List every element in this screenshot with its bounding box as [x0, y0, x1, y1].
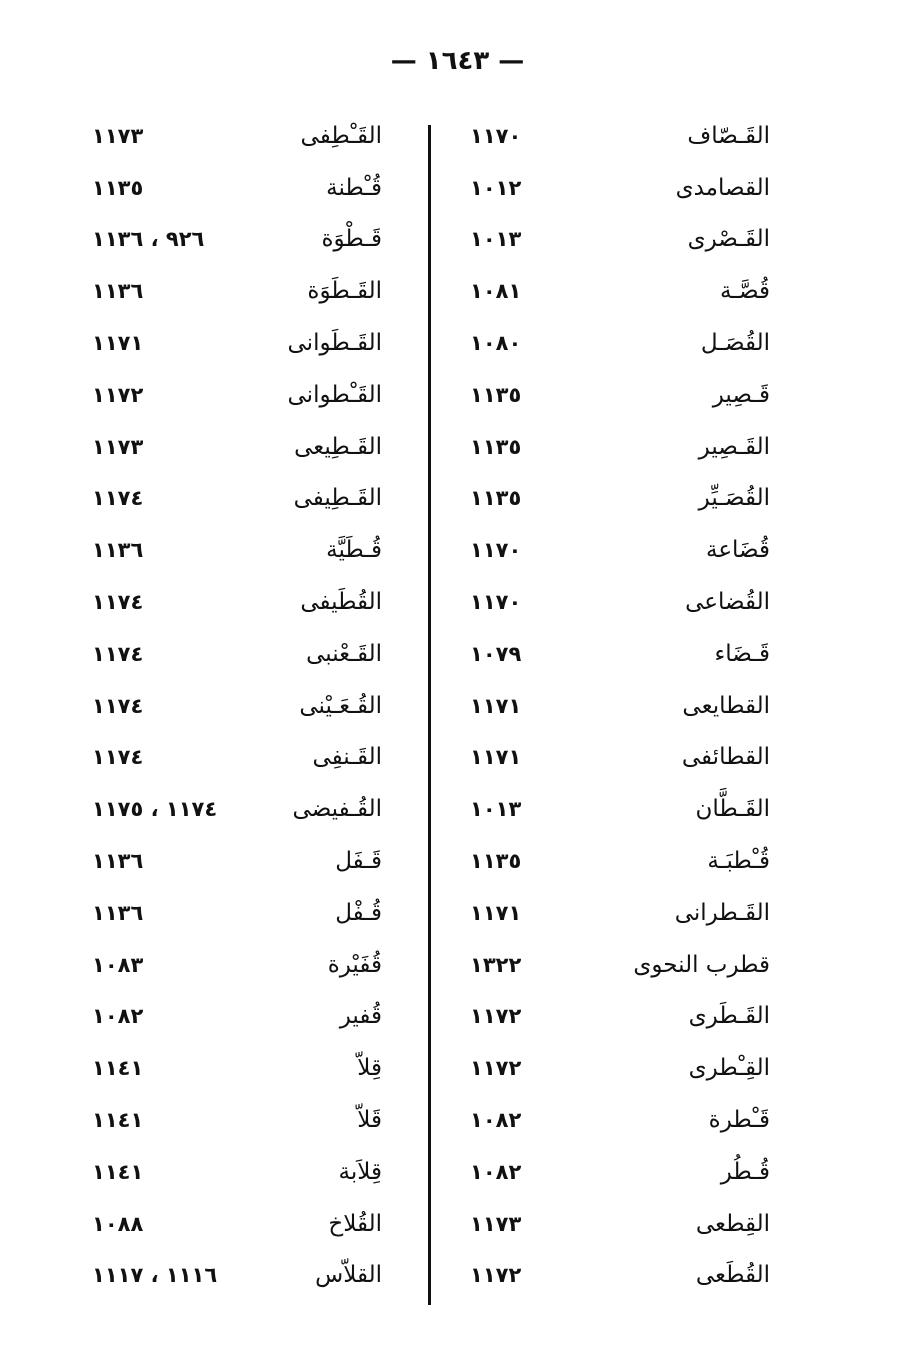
- entry-name: قَـْطرة: [708, 1107, 770, 1134]
- entry-page-ref: ١١٣٥: [470, 849, 522, 874]
- entry-name: القَـصْرى: [687, 226, 770, 253]
- index-entry: [470, 680, 770, 732]
- entry-name: القَـْطوانى: [287, 381, 382, 408]
- entry-page-ref: ١١٤١: [92, 1056, 144, 1081]
- entry-name: القُصَـل: [700, 330, 770, 357]
- index-entry: [470, 265, 770, 317]
- entry-page-ref: ١١٧٣: [92, 123, 144, 148]
- index-entry: [92, 783, 382, 835]
- entry-name: قُـْطنة: [326, 174, 382, 201]
- entry-page-ref: ١١٧٢: [470, 1263, 522, 1288]
- entry-page-ref: ١١٣٥: [470, 486, 522, 511]
- entry-name: قُضَاعة: [705, 537, 770, 564]
- entry-name: القطايعى: [682, 692, 770, 719]
- entry-page-ref: ٩٢٦ ، ١١٣٦: [92, 227, 205, 252]
- index-entry: [92, 1198, 382, 1250]
- entry-name: القِطعى: [695, 1210, 770, 1237]
- entry-name: قَـفَل: [335, 848, 382, 875]
- index-entry: [92, 110, 382, 162]
- entry-name: قطرب النحوى: [633, 951, 770, 978]
- index-entry: [92, 524, 382, 576]
- entry-name: قُـطُر: [720, 1158, 770, 1185]
- entry-page-ref: ١٠١٣: [470, 797, 522, 822]
- entry-page-ref: ١١٣٥: [470, 434, 522, 459]
- index-entry: [470, 732, 770, 784]
- index-entry: [92, 887, 382, 939]
- entry-name: القَـطِيفى: [293, 485, 382, 512]
- entry-name: القِـْطرى: [688, 1055, 770, 1082]
- entry-name: القُصَـيِّر: [698, 485, 770, 512]
- entry-page-ref: ١١٣٥: [470, 382, 522, 407]
- index-entry: [92, 732, 382, 784]
- entry-name: القَـنفِى: [312, 744, 382, 771]
- entry-name: القَـطَوانى: [287, 330, 382, 357]
- entry-name: القَـطَرى: [688, 1003, 770, 1030]
- index-entry: [470, 1250, 770, 1302]
- index-entry: [470, 1094, 770, 1146]
- entry-name: القصامدى: [675, 174, 770, 201]
- entry-page-ref: ١١٧٤: [92, 745, 144, 770]
- entry-page-ref: ١٣٢٢: [470, 952, 522, 977]
- index-entry: [470, 214, 770, 266]
- entry-name: قَـصِير: [712, 381, 770, 408]
- entry-page-ref: ١١٧٤: [92, 693, 144, 718]
- index-entry: [92, 1094, 382, 1146]
- index-entry: [470, 110, 770, 162]
- entry-name: القُضاعى: [685, 589, 770, 616]
- index-entry: [470, 1146, 770, 1198]
- page-number: — ١٦٤٣ —: [390, 46, 525, 76]
- index-entry: [470, 939, 770, 991]
- entry-page-ref: ١١٣٦: [92, 279, 144, 304]
- entry-page-ref: ١٠١٢: [470, 175, 522, 200]
- entry-name: قُـطَيَّة: [326, 537, 382, 564]
- entry-page-ref: ١١٧١: [470, 900, 522, 925]
- entry-name: القَـعْنبى: [306, 640, 382, 667]
- entry-page-ref: ١١٣٦: [92, 849, 144, 874]
- index-entry: [92, 473, 382, 525]
- index-entry: [92, 1042, 382, 1094]
- entry-name: القُطَعى: [695, 1262, 770, 1289]
- index-entry: [470, 317, 770, 369]
- index-entry: [92, 214, 382, 266]
- index-entry: [470, 1042, 770, 1094]
- entry-page-ref: ١٠٨٣: [92, 952, 144, 977]
- entry-name: القُـعَـيْنى: [299, 692, 382, 719]
- index-entry: [92, 576, 382, 628]
- index-entry: [92, 1250, 382, 1302]
- entry-name: القُطَيفى: [300, 589, 382, 616]
- entry-name: قُفير: [339, 1003, 382, 1030]
- entry-name: قُـفْل: [335, 899, 382, 926]
- entry-page-ref: ١١٧١: [92, 331, 144, 356]
- left-column: [92, 110, 382, 1301]
- index-entry: [470, 524, 770, 576]
- entry-page-ref: ١١٧١: [470, 745, 522, 770]
- entry-name: قُصَّـة: [719, 278, 770, 305]
- entry-page-ref: ١٠٨٢: [92, 1004, 144, 1029]
- entry-page-ref: ١١٣٦: [92, 900, 144, 925]
- entry-name: القطائفى: [681, 744, 770, 771]
- entry-page-ref: ١١٤١: [92, 1108, 144, 1133]
- entry-page-ref: ١٠٨٢: [470, 1108, 522, 1133]
- entry-name: القَـْطِفى: [300, 122, 382, 149]
- entry-page-ref: ١١٧٠: [470, 538, 522, 563]
- index-entry: [92, 369, 382, 421]
- column-divider: [428, 125, 431, 1305]
- entry-page-ref: ١١٤١: [92, 1159, 144, 1184]
- entry-name: قِلاّ: [357, 1055, 382, 1082]
- index-entry: [470, 421, 770, 473]
- entry-name: القُلاخ: [328, 1210, 382, 1237]
- index-entry: [92, 1146, 382, 1198]
- index-entry: [92, 421, 382, 473]
- index-entry: [470, 835, 770, 887]
- index-entry: [92, 317, 382, 369]
- index-entry: [92, 939, 382, 991]
- entry-page-ref: ١٠٨٢: [470, 1159, 522, 1184]
- entry-name: القُـفيضى: [292, 796, 382, 823]
- entry-page-ref: ١٠٨١: [470, 279, 522, 304]
- entry-name: القَـصِير: [698, 433, 770, 460]
- entry-name: قِلاَبة: [338, 1158, 382, 1185]
- entry-page-ref: ١١٣٥: [92, 175, 144, 200]
- entry-name: القَـطرانى: [674, 899, 770, 926]
- index-entry: [470, 369, 770, 421]
- right-column: [470, 110, 770, 1301]
- index-entry: [470, 887, 770, 939]
- index-entry: [92, 628, 382, 680]
- entry-page-ref: ١١٧٤: [92, 641, 144, 666]
- index-entry: [470, 991, 770, 1043]
- entry-page-ref: ١٠٧٩: [470, 641, 522, 666]
- index-entry: [92, 680, 382, 732]
- index-entry: [92, 991, 382, 1043]
- entry-name: القَـطَّان: [695, 796, 770, 823]
- entry-name: قُـْطبَـة: [707, 848, 770, 875]
- entry-name: القَـصّاف: [687, 122, 770, 149]
- index-entry: [92, 835, 382, 887]
- index-entry: [470, 576, 770, 628]
- entry-name: قَـطْوَة: [321, 226, 382, 253]
- entry-name: قَـضَاء: [714, 640, 770, 667]
- index-entry: [470, 162, 770, 214]
- index-entry: [470, 783, 770, 835]
- index-entry: [470, 1198, 770, 1250]
- index-entry: [92, 162, 382, 214]
- entry-page-ref: ١١٧٢: [470, 1004, 522, 1029]
- entry-name: القَـطِيعى: [294, 433, 382, 460]
- entry-page-ref: ١١٧٢: [92, 382, 144, 407]
- entry-name: قَلاّ: [357, 1107, 382, 1134]
- entry-page-ref: ١١٧١: [470, 693, 522, 718]
- entry-page-ref: ١١١٦ ، ١١١٧: [92, 1263, 218, 1288]
- entry-page-ref: ١١٧٣: [92, 434, 144, 459]
- entry-page-ref: ١١٧٠: [470, 590, 522, 615]
- entry-page-ref: ١١٧٤ ، ١١٧٥: [92, 797, 218, 822]
- entry-page-ref: ١١٧٤: [92, 486, 144, 511]
- entry-page-ref: ١١٧٠: [470, 123, 522, 148]
- entry-page-ref: ١٠٨٨: [92, 1211, 144, 1236]
- entry-name: القلاّس: [315, 1262, 382, 1289]
- index-entry: [470, 473, 770, 525]
- entry-page-ref: ١٠٨٠: [470, 331, 522, 356]
- index-entry: [92, 265, 382, 317]
- entry-name: قُفَيْرة: [327, 951, 382, 978]
- index-entry: [470, 628, 770, 680]
- entry-page-ref: ١١٧٢: [470, 1056, 522, 1081]
- entry-page-ref: ١١٣٦: [92, 538, 144, 563]
- entry-page-ref: ١٠١٣: [470, 227, 522, 252]
- entry-page-ref: ١١٧٣: [470, 1211, 522, 1236]
- entry-name: القَـطَوَة: [307, 278, 382, 305]
- entry-page-ref: ١١٧٤: [92, 590, 144, 615]
